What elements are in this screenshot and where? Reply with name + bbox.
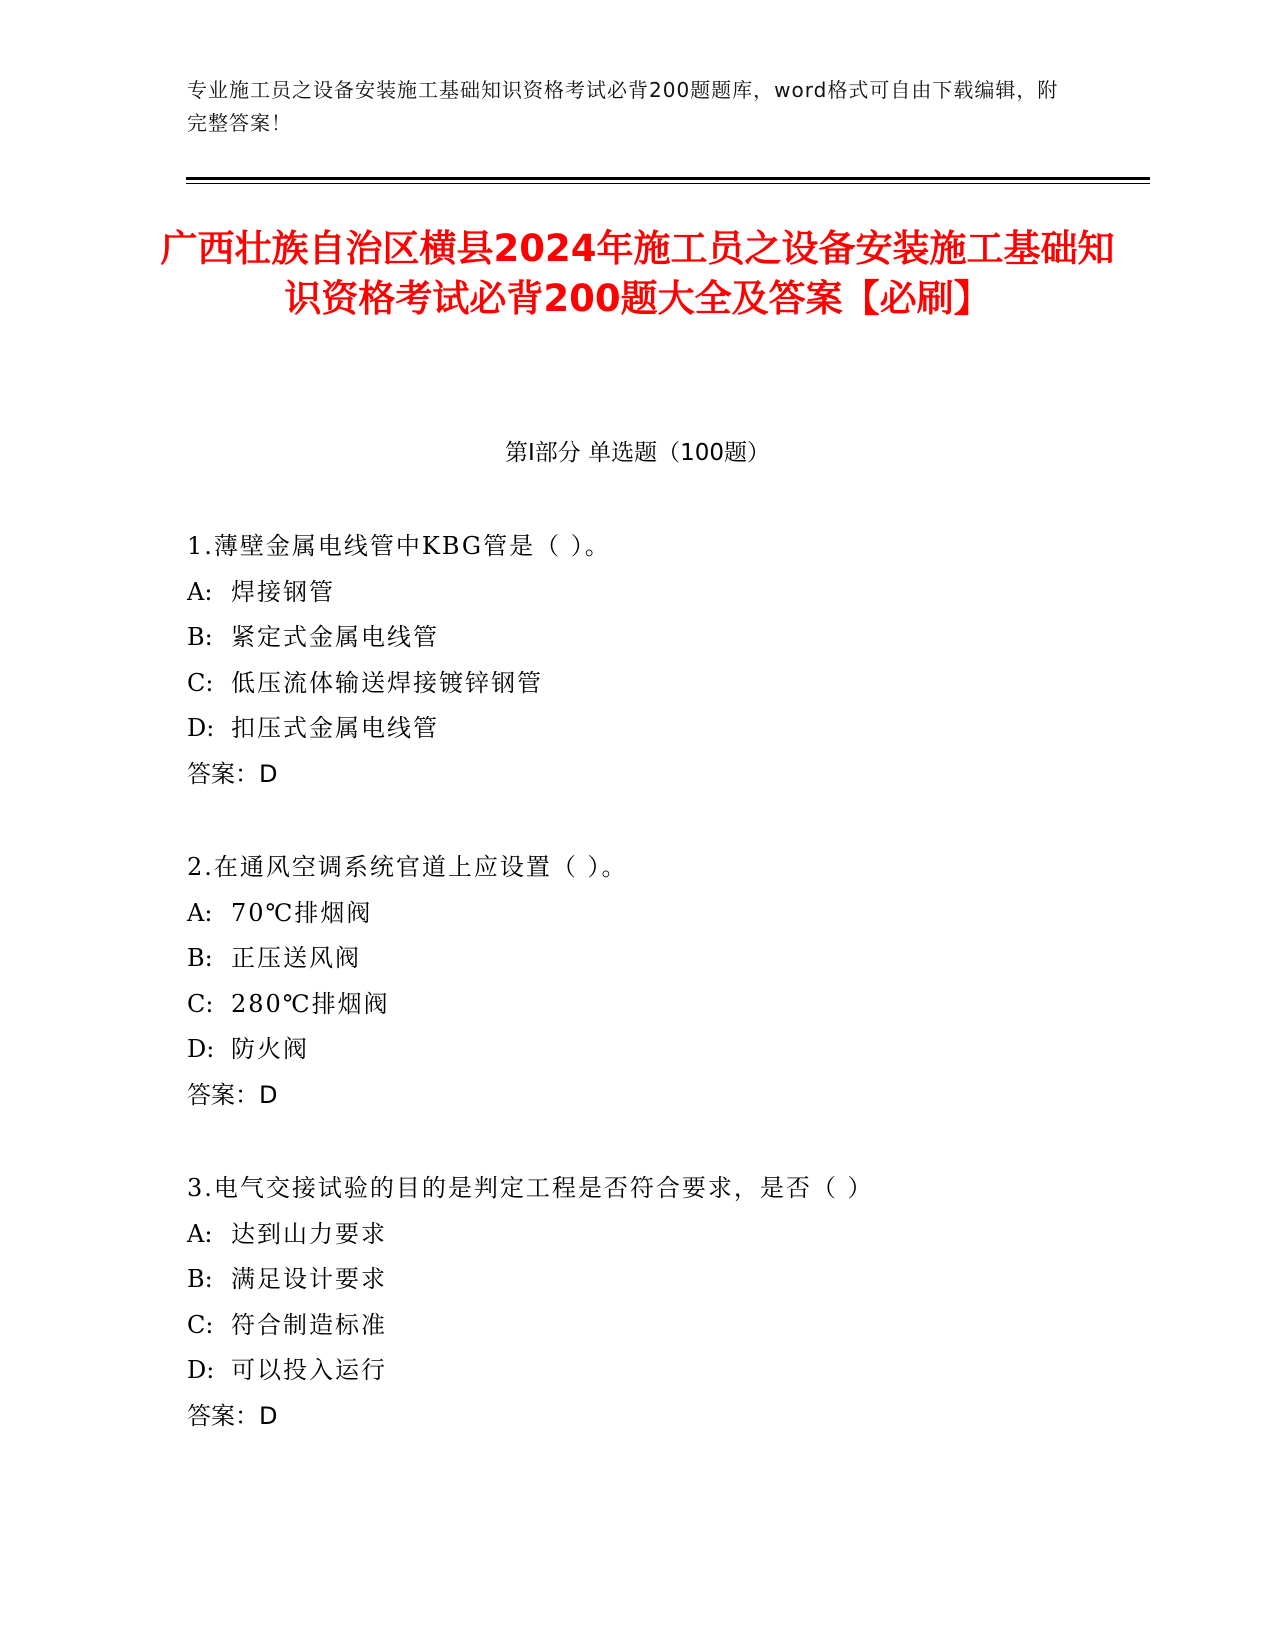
question-list <box>187 524 1087 1487</box>
answer: 答案：D <box>187 1080 278 1109</box>
option-d <box>187 1027 1087 1073</box>
option-d <box>187 1348 1087 1394</box>
option-text: 正压送风阀 <box>231 944 361 972</box>
answer: 答案：D <box>187 759 278 788</box>
document-title: 广西壮族自治区横县2024年施工员之设备安装施工基础知识资格考试必背200题大全及答案【必刷】 <box>160 227 1115 320</box>
option-letter: A: <box>187 577 213 606</box>
option-letter: D: <box>187 1356 215 1384</box>
option-letter: D: <box>187 714 215 742</box>
option-c <box>187 661 1087 707</box>
option-text: 满足设计要求 <box>231 1265 387 1293</box>
option-letter: C: <box>187 1310 214 1339</box>
option-text: 280℃排烟阀 <box>231 989 390 1018</box>
question-stem: 3.电气交接试验的目的是判定工程是否符合要求，是否（ ） <box>187 1174 874 1202</box>
option-text: 70℃排烟阀 <box>231 898 373 927</box>
option-text: 可以投入运行 <box>231 1356 387 1384</box>
option-text: 防火阀 <box>231 1035 309 1063</box>
option-letter: A: <box>187 1219 213 1248</box>
header-divider-thin <box>186 183 1150 184</box>
option-text: 达到山力要求 <box>231 1219 387 1248</box>
option-letter: C: <box>187 989 214 1018</box>
option-a <box>187 1212 1087 1258</box>
option-text: 低压流体输送焊接镀锌钢管 <box>231 668 543 697</box>
option-b <box>187 936 1087 982</box>
option-text: 扣压式金属电线管 <box>231 714 439 742</box>
option-letter: D: <box>187 1035 215 1063</box>
option-a <box>187 891 1087 937</box>
question-1 <box>187 524 1087 797</box>
option-text: 紧定式金属电线管 <box>231 623 439 651</box>
option-text: 焊接钢管 <box>231 577 335 606</box>
option-b <box>187 1257 1087 1303</box>
option-d <box>187 706 1087 752</box>
option-letter: A: <box>187 898 213 927</box>
option-c <box>187 1303 1087 1349</box>
option-letter: B: <box>187 623 213 651</box>
section-title: 第Ⅰ部分 单选题（100题） <box>505 440 770 466</box>
option-letter: B: <box>187 1265 213 1293</box>
option-letter: C: <box>187 668 214 697</box>
option-b <box>187 615 1087 661</box>
header-divider-thick <box>186 177 1150 180</box>
option-letter: B: <box>187 944 213 972</box>
question-stem: 1.薄壁金属电线管中KBG管是（ ）。 <box>187 532 611 560</box>
question-2 <box>187 845 1087 1118</box>
option-text: 符合制造标准 <box>231 1310 387 1339</box>
question-stem: 2.在通风空调系统官道上应设置（ ）。 <box>187 853 628 881</box>
header-note: 专业施工员之设备安装施工基础知识资格考试必背200题题库，word格式可自由下载编辑，附完整答案！ <box>187 78 1059 135</box>
option-c <box>187 982 1087 1028</box>
answer: 答案：D <box>187 1401 278 1430</box>
option-a <box>187 570 1087 616</box>
question-3 <box>187 1166 1087 1439</box>
